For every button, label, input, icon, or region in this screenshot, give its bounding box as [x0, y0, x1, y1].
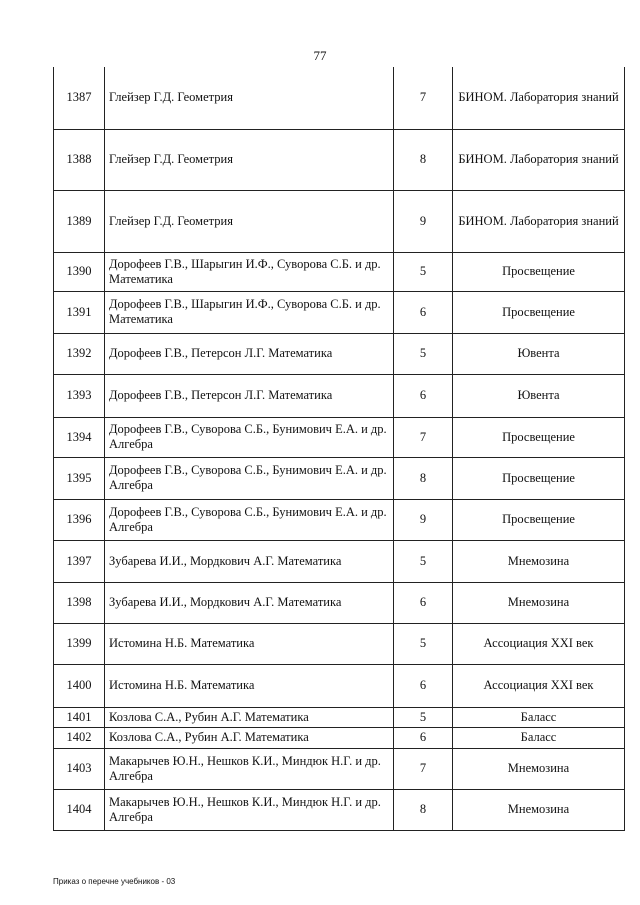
table-row	[54, 748, 625, 789]
table-row	[54, 664, 625, 707]
row-title: Дорофеев Г.В., Суворова С.Б., Бунимович Е.А. и др. Алгебра	[105, 417, 394, 457]
row-title: Истомина Н.Б. Математика	[105, 623, 394, 664]
row-grade: 7	[394, 417, 453, 457]
row-publisher: Ассоциация XXI век	[453, 664, 625, 707]
row-publisher: Баласс	[453, 727, 625, 748]
row-title: Зубарева И.И., Мордкович А.Г. Математика	[105, 540, 394, 582]
row-publisher: Баласс	[453, 707, 625, 727]
row-grade: 5	[394, 707, 453, 727]
row-publisher: Просвещение	[453, 499, 625, 540]
row-title: Глейзер Г.Д. Геометрия	[105, 67, 394, 129]
row-publisher: Ассоциация XXI век	[453, 623, 625, 664]
table-row	[54, 727, 625, 748]
table-row	[54, 374, 625, 417]
table-row	[54, 582, 625, 623]
row-grade: 6	[394, 582, 453, 623]
row-grade: 6	[394, 727, 453, 748]
row-number: 1397	[54, 540, 105, 582]
row-grade: 8	[394, 789, 453, 830]
row-number: 1401	[54, 707, 105, 727]
row-grade: 8	[394, 457, 453, 499]
table-row	[54, 291, 625, 333]
row-grade: 5	[394, 333, 453, 374]
row-number: 1387	[54, 67, 105, 129]
row-title: Дорофеев Г.В., Шарыгин И.Ф., Суворова С.Б. и др. Математика	[105, 252, 394, 291]
row-number: 1403	[54, 748, 105, 789]
row-publisher: БИНОМ. Лаборатория знаний	[453, 67, 625, 129]
table-row	[54, 540, 625, 582]
row-publisher: БИНОМ. Лаборатория знаний	[453, 129, 625, 190]
row-grade: 5	[394, 540, 453, 582]
row-publisher: Просвещение	[453, 252, 625, 291]
textbook-table	[53, 67, 625, 831]
row-grade: 8	[394, 129, 453, 190]
row-grade: 7	[394, 67, 453, 129]
table-row	[54, 333, 625, 374]
row-title: Дорофеев Г.В., Суворова С.Б., Бунимович Е.А. и др. Алгебра	[105, 499, 394, 540]
page-number: 77	[313, 48, 327, 63]
row-number: 1391	[54, 291, 105, 333]
row-grade: 6	[394, 664, 453, 707]
row-publisher: Мнемозина	[453, 582, 625, 623]
table-row	[54, 707, 625, 727]
row-title: Дорофеев Г.В., Петерсон Л.Г. Математика	[105, 333, 394, 374]
row-publisher: Просвещение	[453, 417, 625, 457]
row-number: 1402	[54, 727, 105, 748]
row-grade: 5	[394, 623, 453, 664]
table-row	[54, 190, 625, 252]
row-publisher: Мнемозина	[453, 789, 625, 830]
table-row	[54, 623, 625, 664]
row-grade: 9	[394, 499, 453, 540]
row-number: 1404	[54, 789, 105, 830]
row-number: 1400	[54, 664, 105, 707]
row-publisher: Ювента	[453, 333, 625, 374]
row-number: 1390	[54, 252, 105, 291]
footer-note: Приказ о перечне учебников - 03	[53, 877, 176, 886]
row-publisher: Просвещение	[453, 457, 625, 499]
table-row	[54, 252, 625, 291]
table-row	[54, 417, 625, 457]
row-publisher: БИНОМ. Лаборатория знаний	[453, 190, 625, 252]
row-grade: 5	[394, 252, 453, 291]
row-title: Козлова С.А., Рубин А.Г. Математика	[105, 727, 394, 748]
table-row	[54, 129, 625, 190]
row-title: Зубарева И.И., Мордкович А.Г. Математика	[105, 582, 394, 623]
row-publisher: Ювента	[453, 374, 625, 417]
row-title: Дорофеев Г.В., Суворова С.Б., Бунимович Е.А. и др. Алгебра	[105, 457, 394, 499]
row-number: 1392	[54, 333, 105, 374]
table-row	[54, 67, 625, 129]
row-publisher: Мнемозина	[453, 748, 625, 789]
row-publisher: Мнемозина	[453, 540, 625, 582]
row-number: 1388	[54, 129, 105, 190]
row-number: 1399	[54, 623, 105, 664]
row-grade: 7	[394, 748, 453, 789]
row-title: Истомина Н.Б. Математика	[105, 664, 394, 707]
row-title: Дорофеев Г.В., Петерсон Л.Г. Математика	[105, 374, 394, 417]
row-title: Глейзер Г.Д. Геометрия	[105, 129, 394, 190]
row-number: 1389	[54, 190, 105, 252]
row-number: 1393	[54, 374, 105, 417]
row-title: Макарычев Ю.Н., Нешков К.И., Миндюк Н.Г. и др. Алгебра	[105, 789, 394, 830]
row-title: Макарычев Ю.Н., Нешков К.И., Миндюк Н.Г. и др. Алгебра	[105, 748, 394, 789]
row-number: 1395	[54, 457, 105, 499]
table-row	[54, 789, 625, 830]
row-number: 1394	[54, 417, 105, 457]
row-grade: 9	[394, 190, 453, 252]
row-number: 1398	[54, 582, 105, 623]
table-body	[54, 67, 625, 830]
row-title: Глейзер Г.Д. Геометрия	[105, 190, 394, 252]
table-row	[54, 457, 625, 499]
row-title: Дорофеев Г.В., Шарыгин И.Ф., Суворова С.Б. и др. Математика	[105, 291, 394, 333]
row-title: Козлова С.А., Рубин А.Г. Математика	[105, 707, 394, 727]
row-grade: 6	[394, 291, 453, 333]
row-number: 1396	[54, 499, 105, 540]
table-row	[54, 499, 625, 540]
row-publisher: Просвещение	[453, 291, 625, 333]
row-grade: 6	[394, 374, 453, 417]
